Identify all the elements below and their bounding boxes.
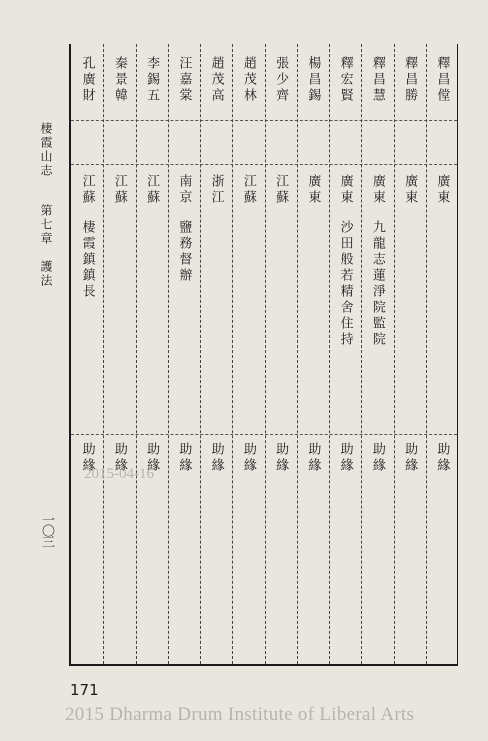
cell-note-text: 助緣	[402, 442, 418, 474]
cell-name	[137, 56, 167, 116]
cell-role	[330, 220, 360, 420]
cell-note-text: 助緣	[434, 442, 450, 474]
cell-origin-text: 廣東	[402, 174, 418, 206]
cell-note-text: 助緣	[176, 442, 192, 474]
cell-name-text: 趙茂高	[208, 56, 224, 104]
cell-name	[169, 56, 199, 116]
page-number: 171	[70, 681, 99, 699]
cell-role	[169, 220, 199, 420]
cell-role	[266, 220, 296, 420]
cell-name	[298, 56, 328, 116]
cell-name	[201, 56, 231, 116]
cell-name	[104, 56, 134, 116]
cell-origin-text: 廣東	[434, 174, 450, 206]
cell-origin	[137, 174, 167, 218]
cell-note	[233, 442, 263, 486]
cell-note	[330, 442, 360, 486]
cell-origin	[266, 174, 296, 218]
cell-role	[104, 220, 134, 420]
cell-note-text: 助緣	[240, 442, 256, 474]
cell-note	[201, 442, 231, 486]
cell-name-text: 釋宏賢	[337, 56, 353, 104]
cell-origin-text: 浙江	[208, 174, 224, 206]
cell-name	[362, 56, 392, 116]
cell-name	[233, 56, 263, 116]
cell-origin-text: 江蘇	[111, 174, 127, 206]
cell-origin-text: 廣東	[369, 174, 385, 206]
cell-note-text: 助緣	[79, 442, 95, 474]
cell-origin-text: 南京	[176, 174, 192, 206]
cell-origin-text: 江蘇	[273, 174, 289, 206]
cell-origin	[169, 174, 199, 218]
cell-name	[427, 56, 457, 116]
cell-name-text: 釋昌勝	[402, 56, 418, 104]
cell-name	[72, 56, 102, 116]
donor-table	[69, 44, 458, 666]
cell-origin	[72, 174, 102, 218]
cell-name-text: 釋昌慧	[369, 56, 385, 104]
cell-role-text: 棲霞鎮鎮長	[79, 220, 95, 300]
cell-role	[395, 220, 425, 420]
cell-note	[427, 442, 457, 486]
date-watermark: 2015-04-16	[84, 466, 154, 482]
cell-origin-text: 江蘇	[79, 174, 95, 206]
cell-origin	[330, 174, 360, 218]
cell-name-text: 李錫五	[144, 56, 160, 104]
cell-origin	[362, 174, 392, 218]
cell-note-text: 助緣	[337, 442, 353, 474]
cell-role	[298, 220, 328, 420]
cell-name	[330, 56, 360, 116]
cell-name-text: 秦景韓	[111, 56, 127, 104]
cell-note	[362, 442, 392, 486]
cell-note	[395, 442, 425, 486]
cell-note	[266, 442, 296, 486]
cell-name	[395, 56, 425, 116]
chinese-page-number: 一〇三	[39, 513, 54, 546]
cell-role	[427, 220, 457, 420]
cell-origin	[104, 174, 134, 218]
cell-role	[137, 220, 167, 420]
cell-role	[233, 220, 263, 420]
cell-role-text: 鹽務督辦	[176, 220, 192, 284]
cell-origin-text: 廣東	[337, 174, 353, 206]
cell-name-text: 楊昌錫	[305, 56, 321, 104]
cell-role	[362, 220, 392, 420]
cell-origin-text: 廣東	[305, 174, 321, 206]
cell-name-text: 孔廣財	[79, 56, 95, 104]
book-title: 棲霞山志	[39, 122, 53, 178]
cell-role	[201, 220, 231, 420]
running-header	[38, 122, 55, 288]
cell-note-text: 助緣	[273, 442, 289, 474]
chapter-title: 第七章 護法	[39, 204, 53, 288]
cell-note	[169, 442, 199, 486]
cell-name	[266, 56, 296, 116]
cell-name-text: 釋昌㑽	[434, 56, 450, 104]
cell-note	[298, 442, 328, 486]
cell-note-text: 助緣	[208, 442, 224, 474]
cell-origin	[201, 174, 231, 218]
cell-origin	[395, 174, 425, 218]
cell-origin-text: 江蘇	[240, 174, 256, 206]
cell-origin	[233, 174, 263, 218]
cell-note-text: 助緣	[369, 442, 385, 474]
cell-role-text: 九龍志蓮淨院監院	[369, 220, 385, 348]
cell-name-text: 張少齊	[273, 56, 289, 104]
cell-name-text: 趙茂林	[240, 56, 256, 104]
cell-origin-text: 江蘇	[144, 174, 160, 206]
cell-name-text: 汪嘉棠	[176, 56, 192, 104]
cell-origin	[298, 174, 328, 218]
cell-origin	[427, 174, 457, 218]
cell-note-text: 助緣	[305, 442, 321, 474]
cell-role-text: 沙田般若精舍住持	[337, 220, 353, 348]
cell-note-text: 助緣	[144, 442, 160, 474]
cell-role	[72, 220, 102, 420]
institute-watermark: 2015 Dharma Drum Institute of Liberal Arts	[65, 704, 415, 725]
cell-note-text: 助緣	[111, 442, 127, 474]
